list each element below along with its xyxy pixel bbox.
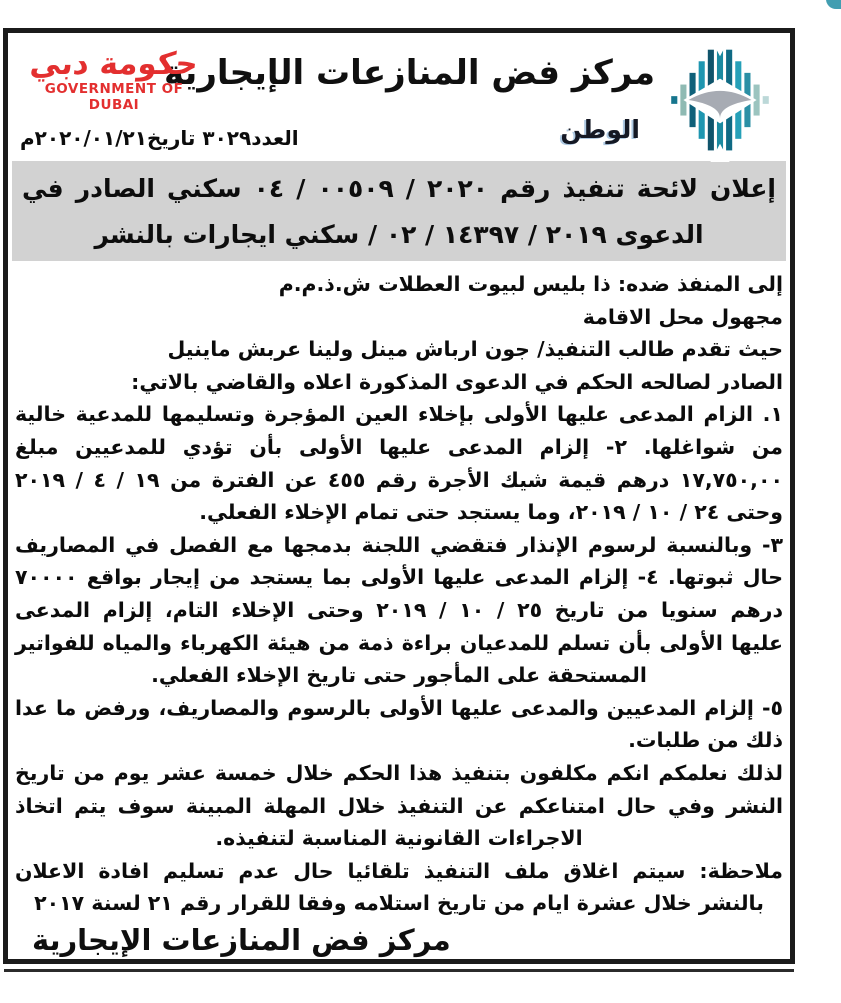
notice-title-box [12,161,786,261]
body-line: بالنشر خلال عشرة ايام من تاريخ استلامه وفقا للقرار رقم ٢١ لسنة ٢٠١٧ [34,891,764,916]
body-line: إلى المنفذ ضده: ذا بليس لبيوت العطلات ش.ذ.م.م [278,272,783,296]
notice-title-line-1: إعلان لائحة تنفيذ رقم ٢٠٢٠ / ٠٠٥٠٩ / ٠٤ سكني الصادر في [22,174,776,203]
body-line: من شواغلها. ٢- إلزام المدعى عليها الأولى بأن تؤدي للمدعيين مبلغ [15,434,783,459]
notice-header [8,33,790,161]
centre-signature: مركز فض المنازعات الإيجارية [32,922,451,957]
body-line: حال ثبوتها. ٤- إلزام المدعى عليها الأولى بما يستجد من إيجار بواقع ٧٠٠٠٠ [15,565,783,590]
body-line: المستحقة على المأجور حتى تاريخ الإخلاء الفعلي. [151,663,647,688]
centre-title: مركز فض المنازعات الإيجارية [163,53,655,93]
body-line: وحتى ٢٤ / ١٠ / ٢٠١٩، وما يستجد حتى تمام الإخلاء الفعلي. [199,500,783,525]
notice-body [8,261,790,920]
page-corner-print-mark [826,0,841,9]
body-line: ذلك من طلبات. [628,728,783,753]
body-line: ١. الزام المدعى عليها الأولى بإخلاء العين المؤجرة وتسليمها للمدعية خالية [15,402,783,427]
body-line: عليها الأولى بأن تسلم للمدعيان براءة ذمة من هيئة الكهرباء والمياه للفواتير [15,630,783,655]
newspaper-name: الوطن [560,115,640,144]
body-line: الصادر لصالحه الحكم في الدعوى المذكورة اعلاه والقاضي بالاتي: [131,369,783,394]
body-line: النشر وفي حال امتناعكم عن التنفيذ خلال المهلة المبينة سوف يتم اتخاذ [15,793,783,818]
notice-title-line-2: الدعوى ٢٠١٩ / ١٤٣٩٧ / ٠٢ / سكني ايجارات بالنشر [94,220,704,249]
body-line: الاجراءات القانونية المناسبة لتنفيذه. [215,826,583,851]
body-line: ملاحظة: سيتم اغلاق ملف التنفيذ تلقائيا حال عدم تسليم افادة الاعلان [15,858,783,883]
body-line: لذلك نعلمكم انكم مكلفون بتنفيذ هذا الحكم خلال خمسة عشر يوم من تاريخ [15,760,783,785]
body-line: مجهول محل الاقامة [582,304,783,329]
government-of-dubai-label: GOVERNMENT OF DUBAI [44,81,184,113]
body-line: ١٧,٧٥٠,٠٠ درهم قيمة شيك الأجرة رقم ٤٥٥ عن الفترة من ١٩ / ٤ / ٢٠١٩ [15,467,783,492]
notice-frame [3,28,795,964]
government-of-dubai-logo [24,47,204,113]
rental-disputes-centre-logo-icon [669,38,771,162]
body-line: ٣- وبالنسبة لرسوم الإنذار فتقضي اللجنة بدمجها مع الفصل في المصاريف [15,532,783,557]
issue-number-and-date: العدد٣٠٢٩ تاريخ٢٠٢٠/٠١/٢١م [20,126,299,150]
body-line: درهم سنويا من تاريخ ٢٥ / ١٠ / ٢٠١٩ وحتى الإخلاء التام، إلزام المدعى [15,597,784,622]
body-line: ٥- إلزام المدعيين والمدعى عليها الأولى بالرسوم والمصاريف، ورفض ما عدا [15,695,783,720]
dubai-calligraphy-text: حكومة دبي [28,46,200,82]
body-line: حيث تقدم طالب التنفيذ/ جون ارباش مينل ولينا عربش ماينيل [167,337,783,362]
